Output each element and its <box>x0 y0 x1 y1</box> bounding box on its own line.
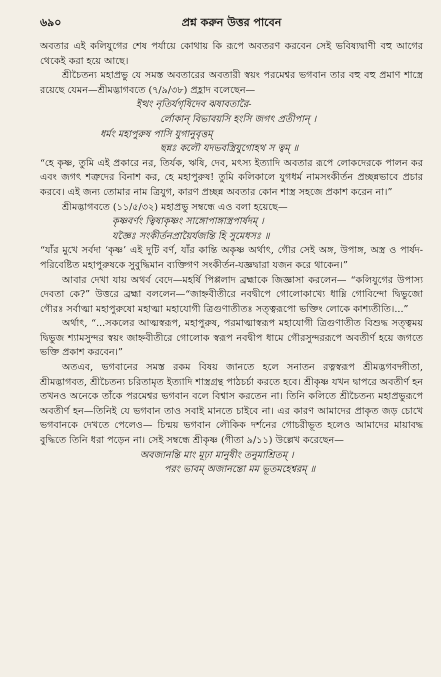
paragraph: অর্থাৎ, “...সকলের আত্মস্বরূপ, মহাপুরুষ, পরমাত্মাস্বরূপ মহাযোগী ত্রিগুণাতীত বিশুদ্ধ সত্ত্বময় দ্বিভুজ শ্যামসুন্দর স্বয়ং জাহ্নবীতীরে গোলোক স্বরূপ নবদ্বীপ ধামে গৌরসুন্দররূপে অবতীর্ণ হয়ে জগতে ভক্তি প্রকাশ করবেন।” <box>40 318 423 359</box>
page-header <box>40 10 423 32</box>
verse-line: র্লোকান্ বিভাবয়সি হংসি জগৎ প্রতীপান্ । <box>160 113 317 125</box>
paragraph: “যাঁর মুখে সর্বদা ‘কৃষ্ণ’ এই দুটি বর্ণ, যাঁর কান্তি অকৃষ্ণ অর্থাৎ, গৌর সেই অঙ্গ, উপাঙ্গ, অস্ত্র ও পার্ষদ-পরিবেষ্টিত মহাপুরুষকে সুবুদ্ধিমান ব্যক্তিগণ সংকীর্তন-যজ্ঞদ্বারা যজন করে থাকেন।” <box>40 245 423 271</box>
page-number: ৬৯০ <box>40 16 62 29</box>
paragraph: শ্রীচৈতন্য মহাপ্রভু যে সমস্ত অবতারের অবতারী স্বয়ং পরমেশ্বর ভগবান তার বহু বহু প্রমাণ শাস্ত্রে রয়েছে যেমন—শ্রীমদ্ভাগবতে (৭/৯/৩৮) প্রহ্লাদ বলেছেন— <box>40 70 423 96</box>
verse-line: পরং ভাবম্ অজানন্তো মম ভূতমহেশ্বরম্ ॥ <box>164 464 316 476</box>
running-title: প্রশ্ন করুন উত্তর পাবেন <box>181 16 282 29</box>
paragraph: শ্রীমদ্ভাগবতে (১১/৫/৩২) মহাপ্রভু সম্বন্ধে এও বলা হয়েছে— <box>62 201 288 213</box>
verse-line: কৃষ্ণবর্ণং ত্বিষাকৃষ্ণং সাঙ্গোপাঙ্গাস্ত্রপার্ষদম্ । <box>112 216 264 228</box>
paragraph: অতএব, ভগবানের সমস্ত রকম বিষয় জানতে হলে সনাতন রত্নস্বরূপ শ্রীমদ্ভগবদ্গীতা, শ্রীমদ্ভাগবত, শ্রীচৈতন্য চরিতামৃত ইত্যাদি শাস্ত্রগ্রন্থ পাঠচর্চা করতে হবে। শ্রীকৃষ্ণ যখন দ্বাপরে অবতীর্ণ হন তখনও অনেকে তাঁকে পরমেশ্বর ভগবান বলে বিশ্বাস করতেন না। তিনি কলিতে শ্রীচৈতন্য মহাপ্রভুরূপে অবতীর্ণ হন—তিনিই যে ভগবান তাও সবাই মানতে চাইবে না। এর কারণ আমাদের প্রাকৃত জড় চোখে ভগবানকে দেখতে পেলেও— চিন্ময় ভগবান লৌকিক দর্শনের গোচরীভূত হলেও আমাদের মায়াবদ্ধ বুদ্ধিতে তিনি ধরা পড়েন না। সেই সম্বন্ধে শ্রীকৃষ্ণ (গীতা ৯/১১) উল্লেখ করেছেন— <box>40 362 423 447</box>
paragraph: আবার দেখা যায় অথর্ব বেদে—মহর্ষি পিপ্পলাদ ব্রহ্মাকে জিজ্ঞাসা করলেন— “কলিযুগের উপাস্য দেবতা কে?” উত্তরে ব্রহ্মা বললেন—“জাহ্নবীতীরে নবদ্বীপে গোলোকাখ্যে ধাম্নি গোবিন্দো দ্বিভুজো গৌরঃ সর্বাত্মা মহাপুরুষো মহাত্মা মহাযোগী ত্রিগুণাতীতঃ সত্ত্বরূপো ভক্তিং লোকে কাশ্যতীতি।...” <box>40 274 423 315</box>
paragraph: অবতার এই কলিযুগের শেষ পর্যায়ে কোথায় কি রূপে অবতরণ করবেন সেই ভবিষ্যদ্বাণী বহু আগের থেকেই করা হয়ে আছে। <box>40 41 423 67</box>
verse-line: যজ্ঞৈঃ সংকীর্তনপ্রায়ৈর্যজন্তি হি সুমেধসঃ ॥ <box>112 230 270 242</box>
verse-line: অবজানন্তি মাং মূঢ়া মানুষীং তনুমাশ্রিতম্ । <box>140 449 294 461</box>
verse-line: ইত্থং নৃতির্যগৃষিদেব ঝষাবতারৈ- <box>136 99 252 111</box>
page-body <box>40 40 423 478</box>
paragraph: “হে কৃষ্ণ, তুমি এই প্রকারে নর, তির্যক, ঋষি, দেব, মৎস্য ইত্যাদি অবতার রূপে লোকদেরকে পালন কর এবং জগৎ শত্রুদের বিনাশ কর, হে মহাপুরুষ! তুমি কলিকালে যুগধর্ম নামসংকীর্তন প্রচ্ছন্নভাবে প্রচার করবে। এই জন্য তোমার নাম ত্রিযুগ, কারণ প্রচ্ছন্ন অবতার কোন শাস্ত্র সহজে প্রকাশ করেন না।” <box>40 157 423 198</box>
verse-line: ছন্নঃ কলৌ যদভবস্ত্রিযুগোহথ স ত্বম্ ॥ <box>160 143 299 155</box>
verse-line: ধর্মং মহাপুরুষ পাসি যুগানুবৃত্তম্ <box>100 128 213 140</box>
